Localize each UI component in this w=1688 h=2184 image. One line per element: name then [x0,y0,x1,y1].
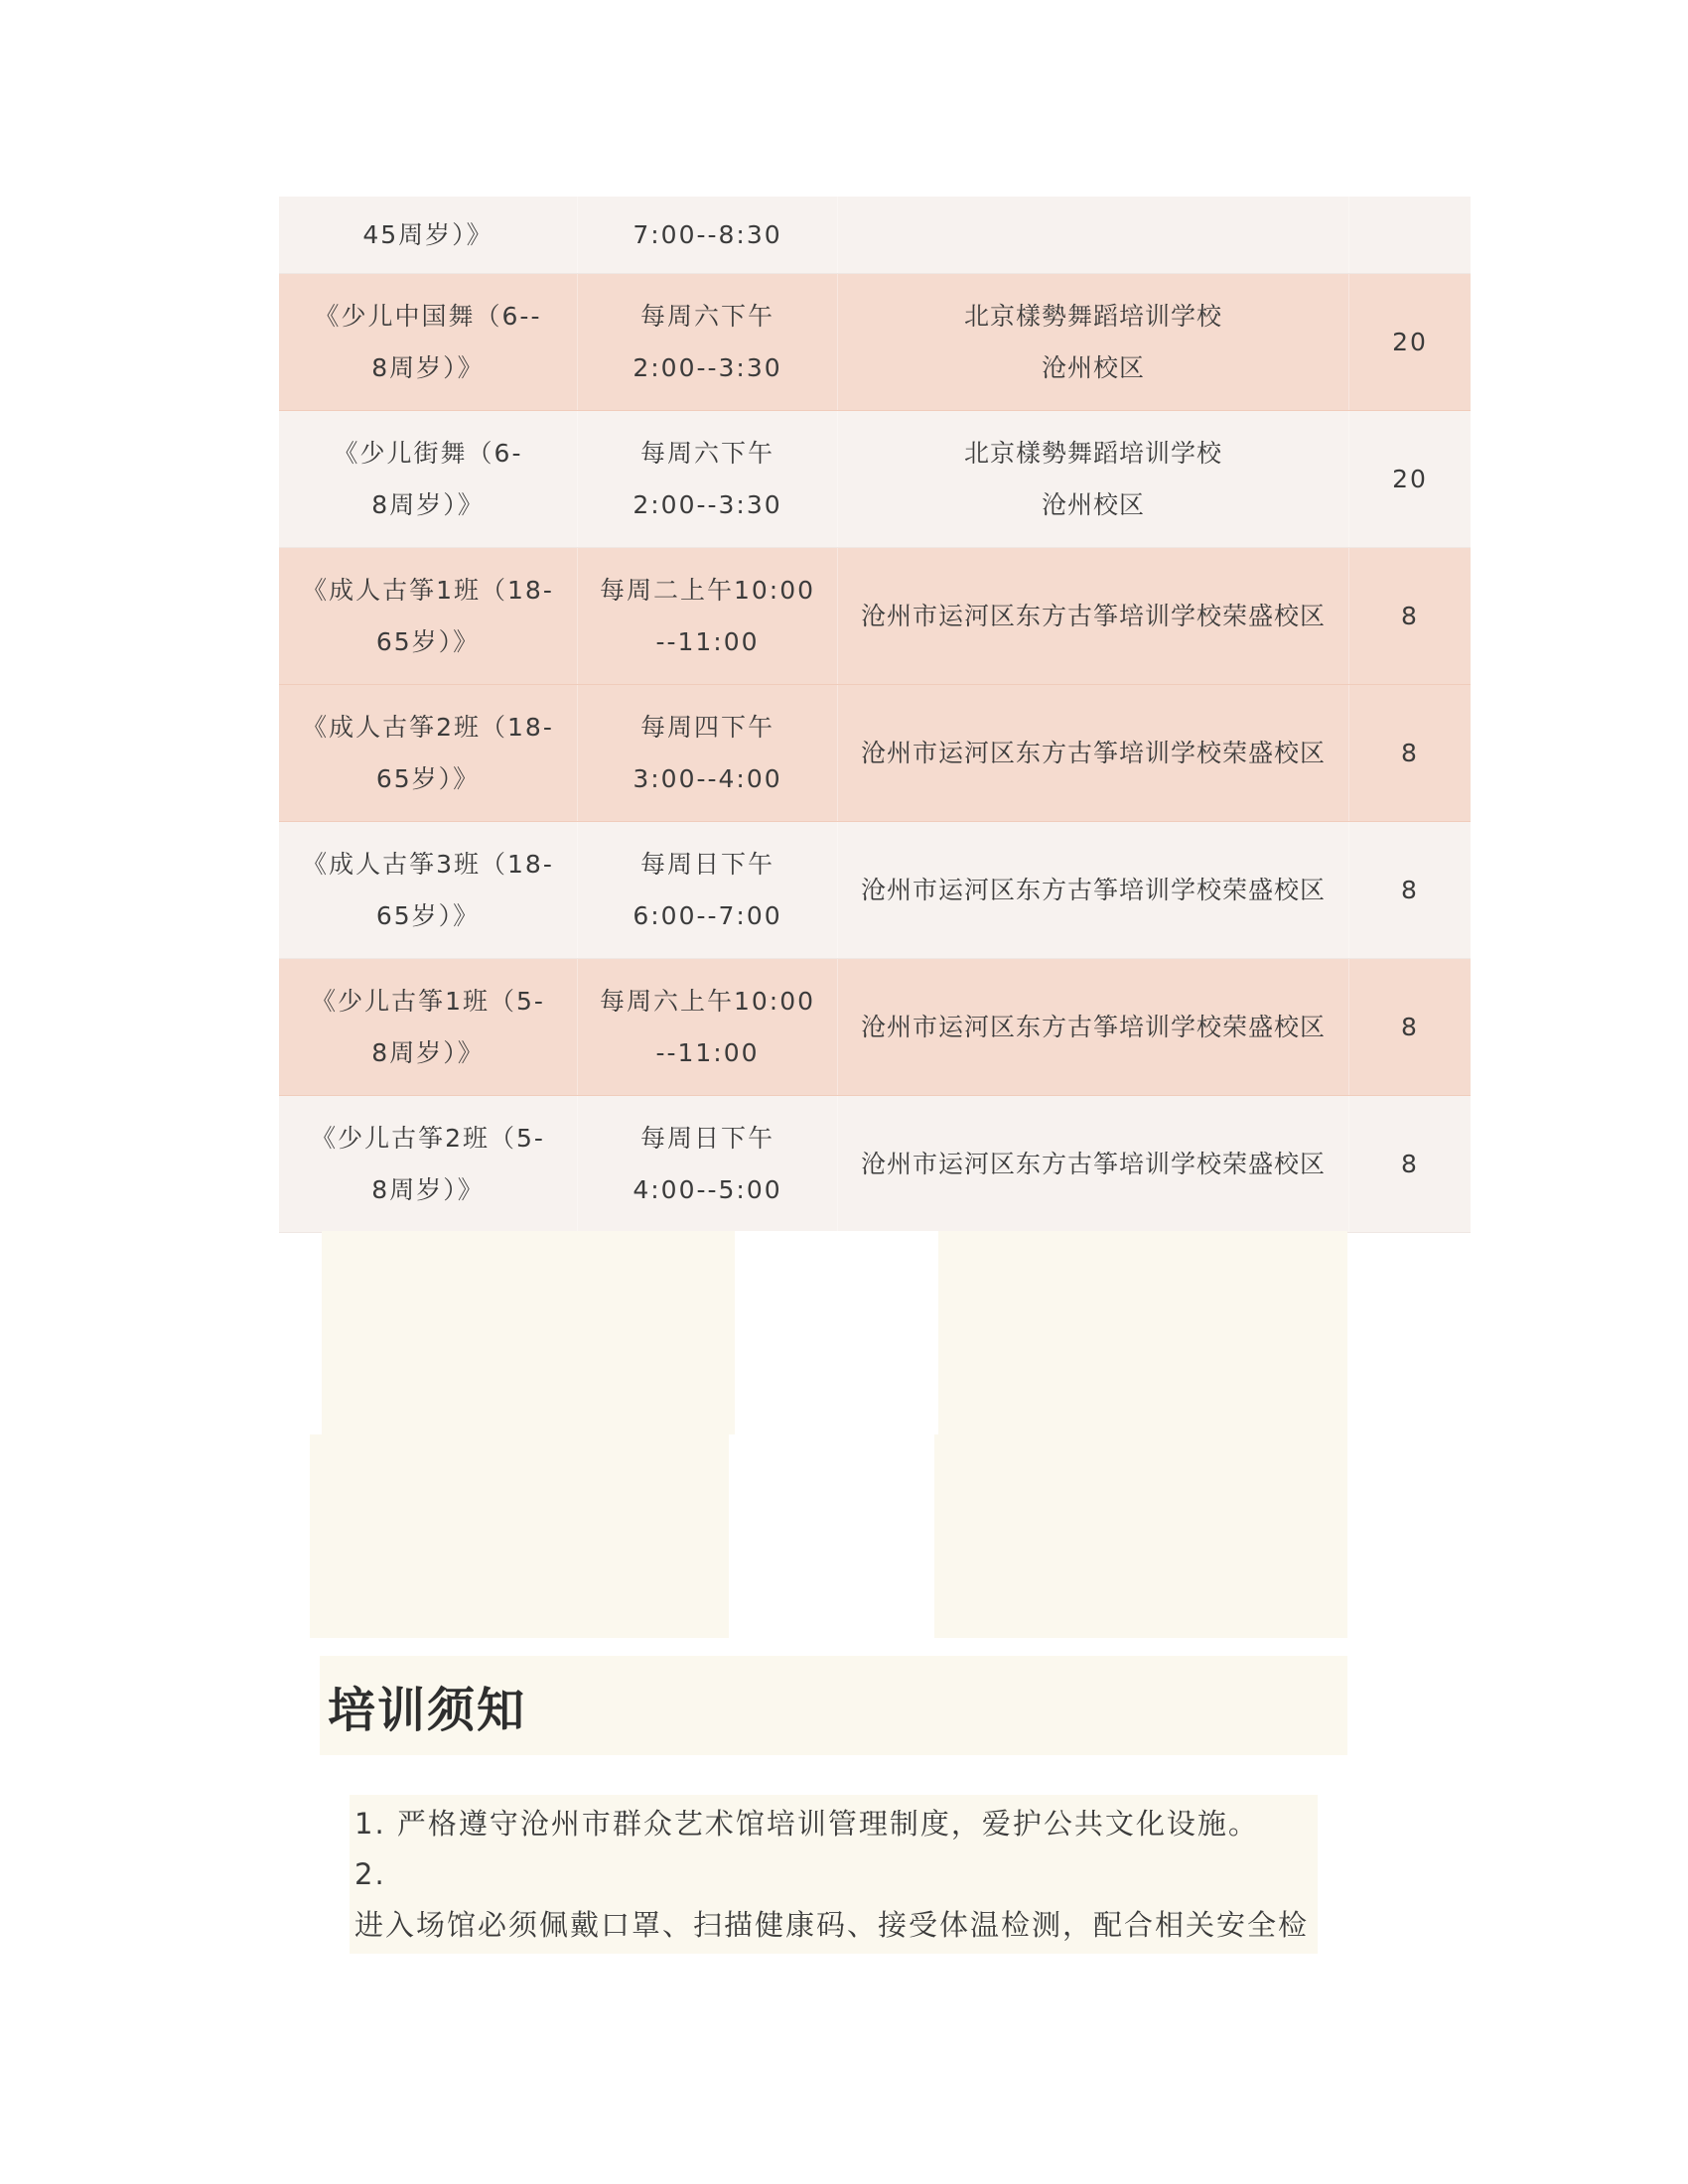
course-line-1: 《成人古筝2班（18- [302,712,554,742]
time-cell [577,822,837,958]
venue-cell [837,1096,1348,1232]
course-cell [279,959,577,1095]
capacity-cell [1348,548,1471,684]
capacity-text: 8 [1401,875,1419,904]
time-line-2: 6:00--7:00 [633,900,782,930]
time-line-1: 每周日下午 [639,849,774,879]
venue-text: 沧州市运河区东方古筝培训学校荣盛校区 [860,875,1326,904]
capacity-cell [1348,822,1471,958]
image-placeholder-blank-1 [735,1231,938,1434]
capacity-text: 20 [1392,464,1428,493]
capacity-text: 8 [1401,1149,1419,1178]
time-line-1: 每周二上午10:00 [599,575,816,605]
time-line-2: 4:00--5:00 [633,1174,782,1204]
venue-line-1: 北京樣勢舞蹈培训学校 [963,438,1222,468]
time-cell [577,1096,837,1232]
time-line-2: 2:00--3:30 [633,352,782,382]
table-row [279,411,1471,548]
venue-cell [837,197,1348,273]
table-row [279,1096,1471,1233]
time-line-1: 每周四下午 [639,712,774,742]
course-text: 45周岁）》 [362,219,493,249]
notice-line-3: 进入场馆必须佩戴口罩、扫描健康码、接受体温检测，配合相关安全检 [354,1908,1310,1942]
course-line-1: 《少儿古筝2班（5- [311,1123,545,1153]
capacity-text: 8 [1401,601,1419,630]
venue-text: 沧州市运河区东方古筝培训学校荣盛校区 [860,1012,1326,1041]
time-text: 7:00--8:30 [633,219,782,249]
time-line-2: --11:00 [655,1037,760,1067]
time-line-1: 每周日下午 [639,1123,774,1153]
time-cell [577,548,837,684]
table-row [279,197,1471,274]
course-line-2: 65岁）》 [375,763,481,793]
course-line-1: 《少儿中国舞（6-- [314,301,542,331]
venue-cell [837,685,1348,821]
notice-body [350,1795,1318,1954]
capacity-cell [1348,274,1471,410]
venue-text: 沧州市运河区东方古筝培训学校荣盛校区 [860,601,1326,630]
table-row [279,685,1471,822]
time-cell [577,274,837,410]
course-cell [279,1096,577,1232]
capacity-text: 8 [1401,1012,1419,1041]
course-line-2: 8周岁）》 [371,489,485,519]
capacity-cell [1348,197,1471,273]
time-line-2: 3:00--4:00 [633,763,782,793]
venue-cell [837,822,1348,958]
image-area [310,1231,1347,1638]
table-row [279,959,1471,1096]
venue-line-2: 沧州校区 [1041,489,1145,519]
table-row [279,822,1471,959]
venue-text: 沧州市运河区东方古筝培训学校荣盛校区 [860,1149,1326,1178]
notice-heading-band [320,1656,1347,1755]
course-cell [279,822,577,958]
time-cell [577,197,837,273]
course-line-1: 《少儿街舞（6- [333,438,523,468]
time-line-1: 每周六上午10:00 [599,986,816,1016]
time-cell [577,685,837,821]
time-cell [577,411,837,547]
capacity-text: 20 [1392,327,1428,356]
venue-cell [837,274,1348,410]
capacity-text: 8 [1401,738,1419,767]
notice-line-1: 1. 严格遵守沧州市群众艺术馆培训管理制度，爱护公共文化设施。 [354,1807,1259,1841]
image-placeholder-blank-2 [729,1434,934,1638]
course-line-2: 65岁）》 [375,900,481,930]
course-cell [279,548,577,684]
notice-heading: 培训须知 [328,1682,527,1738]
course-line-2: 65岁）》 [375,626,481,656]
course-line-2: 8周岁）》 [371,1037,485,1067]
venue-line-2: 沧州校区 [1041,352,1145,382]
course-cell [279,274,577,410]
capacity-cell [1348,1096,1471,1232]
time-line-2: 2:00--3:30 [633,489,782,519]
table-row [279,548,1471,685]
venue-cell [837,411,1348,547]
capacity-cell [1348,411,1471,547]
venue-cell [837,548,1348,684]
schedule-table [279,197,1471,1233]
table-row [279,274,1471,411]
capacity-cell [1348,959,1471,1095]
time-line-1: 每周六下午 [639,301,774,331]
course-line-2: 8周岁）》 [371,352,485,382]
course-line-1: 《成人古筝3班（18- [302,849,554,879]
time-line-1: 每周六下午 [639,438,774,468]
course-cell [279,411,577,547]
course-cell [279,685,577,821]
course-line-1: 《少儿古筝1班（5- [311,986,545,1016]
notice-line-2: 2. [354,1857,386,1891]
course-line-2: 8周岁）》 [371,1174,485,1204]
capacity-cell [1348,685,1471,821]
venue-cell [837,959,1348,1095]
venue-text: 沧州市运河区东方古筝培训学校荣盛校区 [860,738,1326,767]
venue-line-1: 北京樣勢舞蹈培训学校 [963,301,1222,331]
course-line-1: 《成人古筝1班（18- [302,575,554,605]
course-cell [279,197,577,273]
time-line-2: --11:00 [655,626,760,656]
time-cell [577,959,837,1095]
